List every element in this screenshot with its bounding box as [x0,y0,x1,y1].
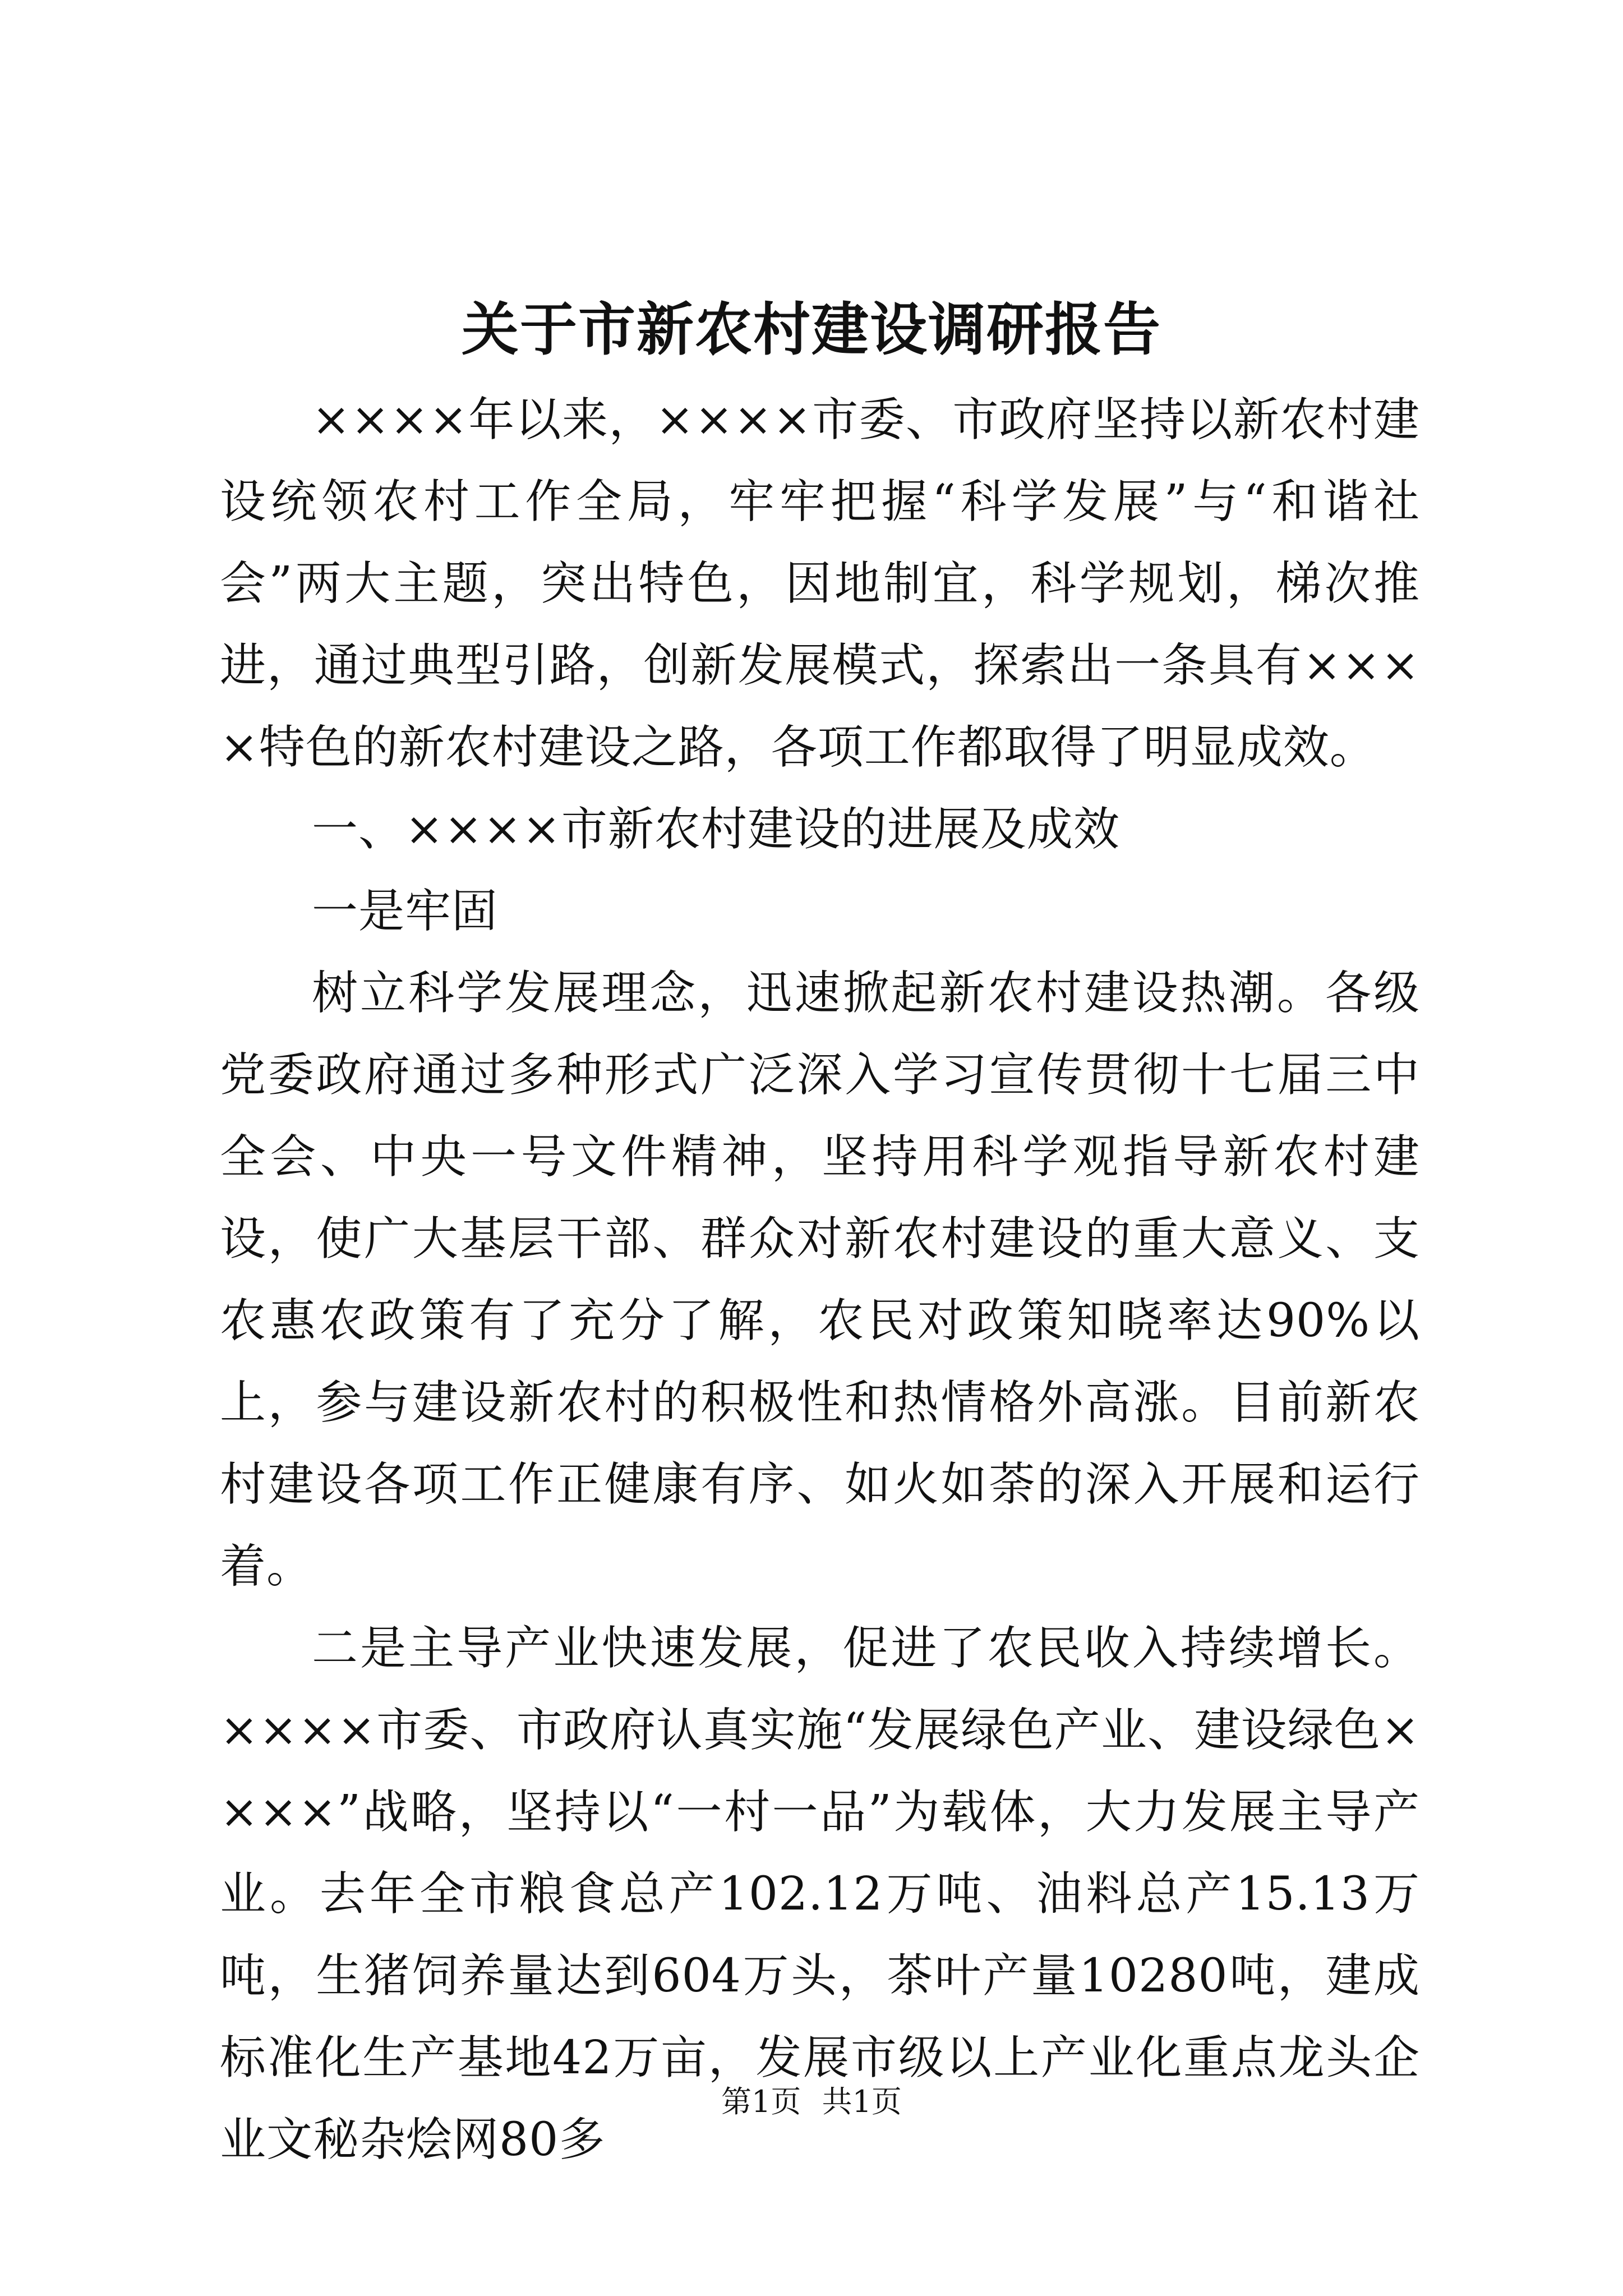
page-number: 第1页 [721,2084,801,2119]
subsection-heading: 一是牢固 [312,885,499,938]
body-paragraph: 二是主导产业快速发展，促进了农民收入持续增长。××××市委、市政府认真实施“发展绿色产业、建设绿色××××”战略，坚持以“一村一品”为载体，大力发展主导产业。去年全市粮食总产102.12万吨、油料总产15.13万吨，生猪饲养量达到604万头，茶叶产量10280吨，建成标准化生产基地42万亩，发展市级以上产业化重点龙头企业文秘杂烩网80多 [220,1622,1420,2166]
intro-paragraph: ××××年以来，××××市委、市政府坚持以新农村建设统领农村工作全局，牢牢把握“科学发展”与“和谐社会”两大主题，突出特色，因地制宜，科学规划，梯次推进，通过典型引路，创新发展模式，探索出一条具有××××特色的新农村建设之路，各项工作都取得了明显成效。 [220,393,1420,774]
page-footer [0,2082,1623,2122]
document-body [220,379,1420,2181]
section-heading: 一、××××市新农村建设的进展及成效 [312,803,1120,856]
body-paragraph: 树立科学发展理念，迅速掀起新农村建设热潮。各级党委政府通过多种形式广泛深入学习宣传贯彻十七届三中全会、中央一号文件精神，坚持用科学观指导新农村建设，使广大基层干部、群众对新农村建设的重大意义、支农惠农政策有了充分了解，农民对政策知晓率达90%以上，参与建设新农村的积极性和热情格外高涨。目前新农村建设各项工作正健康有序、如火如荼的深入开展和运行着。 [220,967,1420,1593]
document-title: 关于市新农村建设调研报告 [462,296,1161,364]
page-total: 共1页 [822,2084,902,2119]
